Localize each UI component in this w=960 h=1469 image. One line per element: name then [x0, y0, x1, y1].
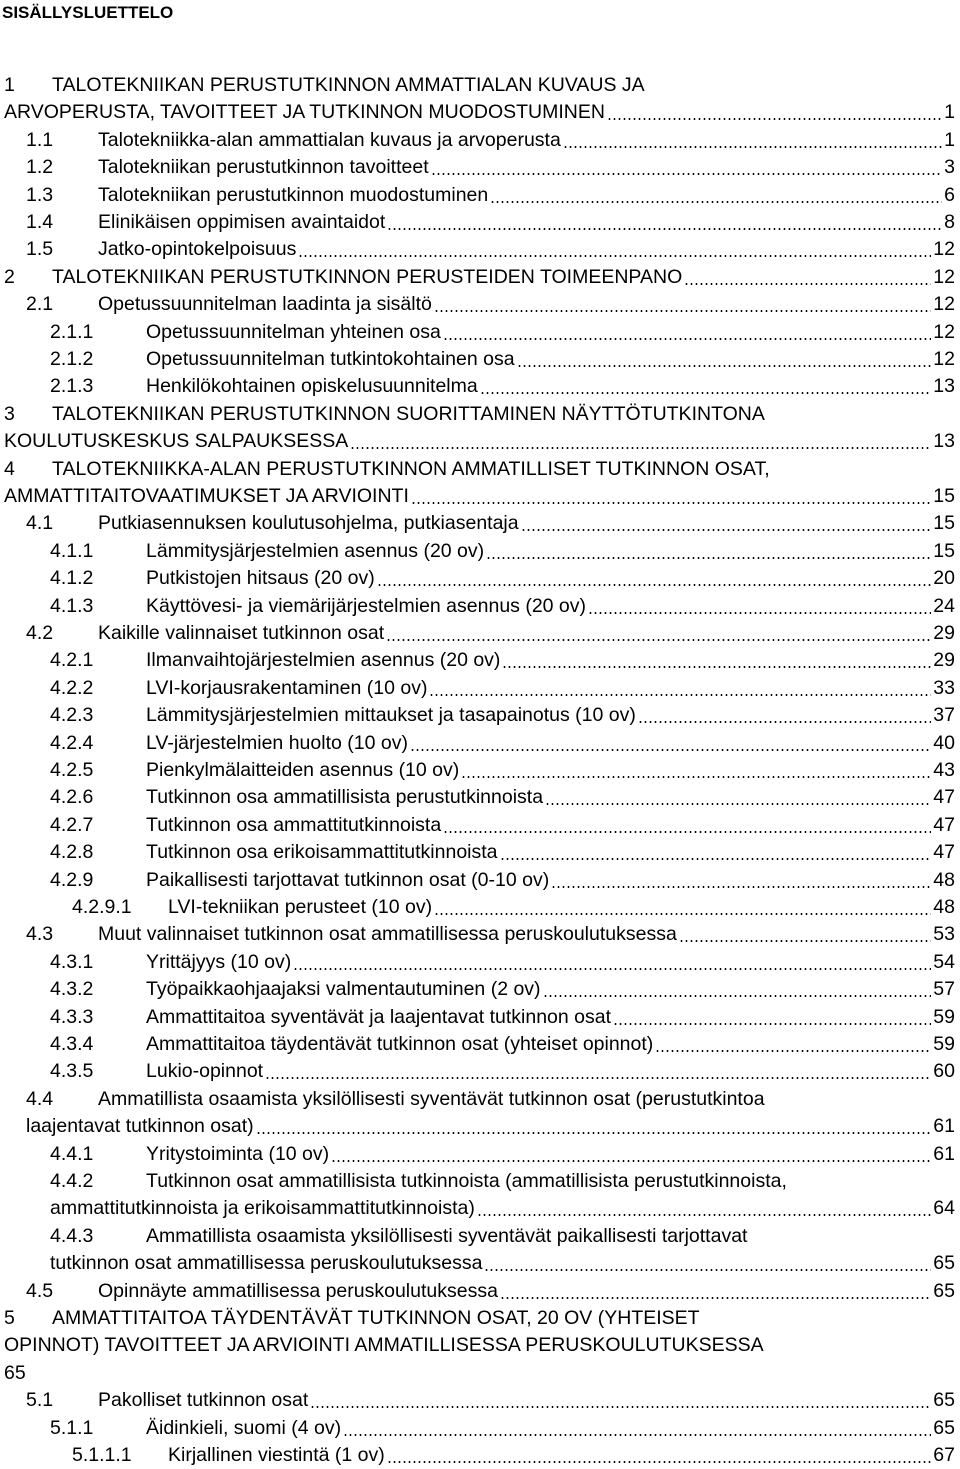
toc-entry-title: Yrittäjyys (10 ov)	[146, 950, 292, 973]
dot-leader	[607, 99, 942, 126]
toc-entry[interactable]	[0, 264, 955, 291]
toc-entry-title: TALOTEKNIIKAN PERUSTUTKINNON AMMATTIALAN KUVAUS JA	[52, 74, 645, 96]
toc-entry-number: 4.2.9.1	[72, 896, 132, 918]
toc-entry-number: 1.1	[26, 128, 54, 151]
toc-entry-title: Muut valinnaiset tutkinnon osat ammatillisessa peruskoulutuksessa	[98, 923, 677, 946]
toc-entry-title: Tutkinnon osa erikoisammattitutkinnoista	[146, 841, 498, 864]
toc-entry-title: AMMATTITAITOA TÄYDENTÄVÄT TUTKINNON OSAT, 20 OV (YHTEISET	[52, 1307, 700, 1329]
toc-entry-title: TALOTEKNIIKKA-ALAN PERUSTUTKINNON AMMATILLISET TUTKINNON OSAT,	[52, 457, 770, 480]
toc-entry-title: Tutkinnon osa ammattitutkinnoista	[146, 813, 442, 836]
toc-entry-page: 67	[933, 1444, 955, 1466]
toc-entry-number: 1.4	[26, 211, 54, 233]
toc-entry[interactable]	[0, 1332, 955, 1359]
toc-entry-title: Jatko-opintokelpoisuus	[98, 238, 297, 261]
toc-entry[interactable]	[0, 1031, 955, 1058]
toc-entry-title: Ilmanvaihtojärjestelmien asennus (20 ov)	[146, 649, 501, 672]
dot-leader	[484, 1250, 931, 1277]
toc-entry-number: 4.2.9	[50, 868, 94, 891]
toc-entry-page: 54	[933, 950, 955, 973]
toc-entry-page: 53	[933, 923, 955, 946]
toc-entry-page: 65	[933, 1252, 955, 1275]
toc-entry-title: Lämmitysjärjestelmien mittaukset ja tasapainotus (10 ov)	[146, 704, 636, 727]
dot-leader	[386, 620, 931, 647]
dot-leader	[331, 1141, 931, 1168]
toc-entry[interactable]	[0, 209, 955, 236]
toc-entry-page: 48	[933, 896, 955, 918]
toc-entry[interactable]	[0, 538, 955, 565]
toc-entry-page: 40	[933, 731, 955, 754]
toc-entry-page: 61	[933, 1142, 955, 1165]
toc-entry-page: 48	[933, 868, 955, 891]
toc-entry-title: Yritystoiminta (10 ov)	[146, 1142, 330, 1165]
toc-entry-title: OPINNOT) TAVOITTEET JA ARVIOINTI AMMATILLISESSA PERUSKOULUTUKSESSA	[4, 1334, 764, 1357]
toc-entry-title: AMMATTITAITOVAATIMUKSET JA ARVIOINTI	[4, 485, 409, 507]
toc-entry[interactable]	[0, 1387, 955, 1414]
toc-entry[interactable]	[0, 1305, 955, 1332]
toc-entry-page: 12	[933, 238, 955, 261]
toc-entry[interactable]	[0, 483, 955, 510]
toc-entry-title: Talotekniikan perustutkinnon tavoitteet	[98, 156, 429, 179]
toc-entry[interactable]	[0, 1195, 955, 1222]
toc-entry-title: Työpaikkaohjaajaksi valmentautuminen (2 ov)	[146, 978, 541, 1001]
toc-entry[interactable]	[0, 456, 955, 483]
dot-leader	[655, 1031, 931, 1058]
dot-leader	[490, 182, 942, 209]
toc-entry-number: 3	[4, 402, 15, 425]
toc-entry-number: 5.1	[26, 1389, 54, 1412]
toc-entry[interactable]	[0, 976, 955, 1003]
toc-entry-number: 4.1.1	[50, 539, 94, 562]
dot-leader	[684, 264, 931, 291]
toc-entry-page: 43	[933, 759, 955, 781]
toc-entry-number: 4.4.1	[50, 1142, 94, 1165]
toc-entry-page: 8	[944, 211, 955, 233]
dot-leader	[477, 1195, 931, 1222]
dot-leader	[429, 675, 931, 702]
dot-leader	[350, 428, 931, 455]
toc-entry[interactable]	[0, 99, 955, 126]
toc-entry[interactable]	[0, 1360, 955, 1387]
toc-entry-page: 33	[933, 676, 955, 699]
toc-entry-number: 4.5	[26, 1279, 54, 1302]
toc-entry-title: Talotekniikka-alan ammattialan kuvaus ja arvoperusta	[98, 128, 561, 151]
toc-entry-title: Opinnäyte ammatillisessa peruskoulutuksessa	[98, 1279, 498, 1302]
toc-entry[interactable]	[0, 236, 955, 263]
toc-entry-page: 65	[933, 1279, 955, 1302]
dot-leader	[265, 1058, 931, 1085]
toc-entry-title: LV-järjestelmien huolto (10 ov)	[146, 731, 408, 754]
toc-entry-number: 4.4.2	[50, 1170, 94, 1192]
toc-entry[interactable]	[0, 1250, 955, 1277]
dot-leader	[679, 921, 932, 948]
toc-entry[interactable]	[0, 1168, 955, 1195]
toc-entry-number: 4.3.5	[50, 1060, 94, 1083]
toc-entry-page: 37	[933, 704, 955, 727]
dot-leader	[411, 483, 931, 510]
toc-entry-title: Ammattitaitoa syventävät ja laajentavat tutkinnon osat	[146, 1005, 612, 1028]
toc-entry-number: 4.4	[26, 1087, 54, 1110]
toc-entry-number: 4.2.7	[50, 813, 94, 836]
dot-leader	[500, 839, 932, 866]
dot-leader	[502, 647, 931, 674]
toc-entry-page: 47	[933, 786, 955, 809]
toc-entry-number: 4.2	[26, 622, 54, 644]
toc-entry[interactable]	[0, 1141, 955, 1168]
toc-entry[interactable]	[0, 565, 955, 592]
toc-entry-title: Ammatillista osaamista yksilöllisesti syventävät tutkinnon osat (perustutkintoa	[98, 1087, 765, 1110]
toc-entry-title: Ammattitaitoa täydentävät tutkinnon osat (yhteiset opinnot)	[146, 1033, 654, 1055]
dot-leader	[343, 1415, 931, 1442]
toc-entry-page: 24	[933, 594, 955, 617]
toc-entry[interactable]	[0, 1278, 955, 1305]
dot-leader	[543, 976, 932, 1003]
toc-entry-title: Opetussuunnitelman yhteinen osa	[146, 320, 441, 343]
toc-entry-number: 2.1	[26, 293, 54, 316]
toc-entry[interactable]	[0, 72, 955, 99]
toc-entry-number: 5	[4, 1307, 15, 1329]
toc-entry-title: Tutkinnon osa ammatillisista perustutkinnoista	[146, 786, 544, 809]
toc-entry-page: 1	[944, 101, 955, 124]
toc-entry-number: 4.2.2	[50, 676, 94, 699]
toc-entry-title: Kirjallinen viestintä (1 ov)	[168, 1444, 385, 1466]
toc-entry-number: 1.5	[26, 238, 54, 261]
toc-entry-title: Opetussuunnitelman tutkintokohtainen osa	[146, 348, 515, 370]
toc-entry-page: 12	[933, 265, 955, 288]
toc-entry-title: Lukio-opinnot	[146, 1060, 264, 1083]
toc-entry-title: Lämmitysjärjestelmien asennus (20 ov)	[146, 539, 485, 562]
toc-entry-title: 65	[4, 1361, 26, 1384]
dot-leader	[443, 812, 931, 839]
toc-entry[interactable]	[0, 510, 955, 537]
dot-leader	[551, 867, 931, 894]
toc-entry-page: 65	[933, 1389, 955, 1412]
toc-entry-page: 12	[933, 293, 955, 316]
toc-entry[interactable]	[0, 784, 955, 811]
toc-entry-page: 60	[933, 1060, 955, 1083]
toc-entry-number: 4.1.2	[50, 567, 94, 590]
toc-entry-title: Putkiasennuksen koulutusohjelma, putkiasentaja	[98, 512, 519, 535]
toc-entry-title: Pakolliset tutkinnon osat	[98, 1389, 309, 1412]
dot-leader	[293, 949, 931, 976]
toc-entry[interactable]	[0, 182, 955, 209]
toc-entry[interactable]	[0, 867, 955, 894]
dot-leader	[500, 1278, 931, 1305]
toc-entry[interactable]	[0, 1415, 955, 1442]
toc-entry-title: Paikallisesti tarjottavat tutkinnon osat (0-10 ov)	[146, 868, 550, 891]
toc-entry[interactable]	[0, 1004, 955, 1031]
toc-entry-page: 47	[933, 813, 955, 836]
toc-entry[interactable]	[0, 291, 955, 318]
dot-leader	[434, 894, 931, 921]
toc-entry[interactable]	[0, 1442, 955, 1469]
toc-entry[interactable]	[0, 1113, 955, 1140]
dot-leader	[310, 1387, 931, 1414]
toc-entry-page: 57	[933, 978, 955, 1001]
dot-leader	[563, 127, 942, 154]
dot-leader	[443, 319, 931, 346]
toc-entry-number: 4.4.3	[50, 1224, 94, 1247]
dot-leader	[298, 236, 931, 263]
toc-entry-page: 65	[933, 1416, 955, 1439]
dot-leader	[410, 730, 931, 757]
toc-entry-number: 2.1.2	[50, 348, 94, 370]
dot-leader	[638, 702, 931, 729]
toc-entry-page: 1	[944, 128, 955, 151]
toc-entry-page: 47	[933, 841, 955, 864]
toc-entry-page: 64	[933, 1197, 955, 1220]
toc-entry-title: KOULUTUSKESKUS SALPAUKSESSA	[4, 430, 349, 453]
toc-entry-title: Äidinkieli, suomi (4 ov)	[146, 1416, 342, 1439]
toc-entry[interactable]	[0, 812, 955, 839]
toc-entry-title: Kaikille valinnaiset tutkinnon osat	[98, 622, 385, 644]
toc-entry-title: Käyttövesi- ja viemärijärjestelmien asennus (20 ov)	[146, 594, 587, 617]
toc-entry[interactable]	[0, 401, 955, 428]
toc-entry[interactable]	[0, 154, 955, 181]
toc-entry[interactable]	[0, 620, 955, 647]
toc-entry-title: Talotekniikan perustutkinnon muodostuminen	[98, 183, 489, 206]
toc-entry-page: 29	[933, 622, 955, 644]
toc-entry-title: TALOTEKNIIKAN PERUSTUTKINNON SUORITTAMINEN NÄYTTÖTUTKINTONA	[52, 402, 765, 425]
toc-entry-number: 1.3	[26, 183, 54, 206]
toc-entry-number: 4.1.3	[50, 594, 94, 617]
toc-entry[interactable]	[0, 373, 955, 400]
toc-entry-page: 59	[933, 1033, 955, 1055]
dot-leader	[486, 538, 931, 565]
toc-entry-title: Pienkylmälaitteiden asennus (10 ov)	[146, 759, 460, 781]
toc-entry[interactable]	[0, 702, 955, 729]
toc-entry-page: 59	[933, 1005, 955, 1028]
toc-entry-page: 20	[933, 567, 955, 590]
dot-leader	[480, 373, 932, 400]
toc-entry-number: 4.2.4	[50, 731, 94, 754]
toc-entry-number: 4.2.1	[50, 649, 94, 672]
toc-entry-title: tutkinnon osat ammatillisessa peruskoulutuksessa	[50, 1252, 483, 1275]
dot-leader	[387, 209, 942, 236]
dot-leader	[545, 784, 931, 811]
toc-entry-page: 13	[933, 375, 955, 398]
toc-entry-number: 4.3	[26, 923, 54, 946]
toc-entry[interactable]	[0, 894, 955, 921]
toc-entry-number: 4.1	[26, 512, 54, 535]
toc-entry-number: 4.3.3	[50, 1005, 94, 1028]
dot-leader	[613, 1004, 931, 1031]
toc-entry-number: 4	[4, 457, 15, 480]
toc-entry-number: 5.1.1.1	[72, 1444, 132, 1466]
toc-entry-page: 12	[933, 320, 955, 343]
toc-entry-page: 13	[933, 430, 955, 453]
toc-entry[interactable]	[0, 428, 955, 455]
toc-entry-number: 2	[4, 265, 15, 288]
toc-entry-title: TALOTEKNIIKAN PERUSTUTKINNON PERUSTEIDEN TOIMEENPANO	[52, 265, 683, 288]
dot-leader	[431, 154, 943, 181]
toc-entry-number: 2.1.3	[50, 375, 94, 398]
toc-entry[interactable]	[0, 647, 955, 674]
toc-entry-number: 4.3.2	[50, 978, 94, 1001]
toc-entry[interactable]	[0, 730, 955, 757]
toc-entry-title: ARVOPERUSTA, TAVOITTEET JA TUTKINNON MUODOSTUMINEN	[4, 101, 605, 124]
toc-entry-number: 4.2.6	[50, 786, 94, 809]
toc-entry[interactable]	[0, 839, 955, 866]
toc-entry-page: 3	[944, 156, 955, 179]
toc-entry-page: 15	[933, 485, 955, 507]
toc-entry-title: laajentavat tutkinnon osat)	[26, 1115, 254, 1138]
toc-entry-title: Ammatillista osaamista yksilöllisesti syventävät paikallisesti tarjottavat	[146, 1224, 748, 1247]
toc-entry[interactable]	[0, 1058, 955, 1085]
dot-leader	[256, 1113, 932, 1140]
toc-entry[interactable]	[0, 1223, 955, 1250]
toc-entry[interactable]	[0, 921, 955, 948]
toc-entry-number: 4.2.5	[50, 759, 94, 781]
toc-entry[interactable]	[0, 1086, 955, 1113]
dot-leader	[377, 565, 932, 592]
toc-entry-number: 1	[4, 74, 15, 96]
toc-entry-number: 5.1.1	[50, 1416, 94, 1439]
toc-entry-title: LVI-tekniikan perusteet (10 ov)	[168, 896, 433, 918]
toc-entry-title: ammattitutkinnoista ja erikoisammattitutkinnoista)	[50, 1197, 475, 1220]
toc-entry[interactable]	[0, 593, 955, 620]
toc-entry-title: LVI-korjausrakentaminen (10 ov)	[146, 676, 428, 699]
toc-entry-number: 4.3.4	[50, 1033, 94, 1055]
toc-entry-page: 29	[933, 649, 955, 672]
toc-entry-title: Tutkinnon osat ammatillisista tutkinnoista (ammatillisista perustutkinnoista,	[146, 1170, 787, 1192]
toc-entry-page: 15	[933, 539, 955, 562]
toc-entry-number: 1.2	[26, 156, 54, 179]
toc-entry[interactable]	[0, 757, 955, 784]
toc-entry-title: Elinikäisen oppimisen avaintaidot	[98, 211, 386, 233]
toc-entry-title: Opetussuunnitelman laadinta ja sisältö	[98, 293, 432, 316]
dot-leader	[434, 291, 931, 318]
toc-entry[interactable]	[0, 675, 955, 702]
toc-entry-page: 12	[933, 348, 955, 370]
dot-leader	[588, 593, 931, 620]
dot-leader	[521, 510, 932, 537]
dot-leader	[517, 346, 932, 373]
toc-entry[interactable]	[0, 346, 955, 373]
toc-entry[interactable]	[0, 949, 955, 976]
toc-entry-number: 4.2.8	[50, 841, 94, 864]
toc-entry[interactable]	[0, 127, 955, 154]
toc-entry-page: 15	[933, 512, 955, 535]
toc-entry-title: Henkilökohtainen opiskelusuunnitelma	[146, 375, 478, 398]
dot-leader	[461, 757, 931, 784]
toc-entry[interactable]	[0, 319, 955, 346]
toc-entry-title: Putkistojen hitsaus (20 ov)	[146, 567, 375, 590]
toc-entry-number: 4.2.3	[50, 704, 94, 727]
toc-entry-number: 4.3.1	[50, 950, 94, 973]
page-title: SISÄLLYSLUETTELO	[2, 3, 174, 22]
dot-leader	[387, 1442, 932, 1469]
toc-entry-page: 6	[944, 183, 955, 206]
toc-entry-number: 2.1.1	[50, 320, 94, 343]
toc-entry-page: 61	[933, 1115, 955, 1138]
